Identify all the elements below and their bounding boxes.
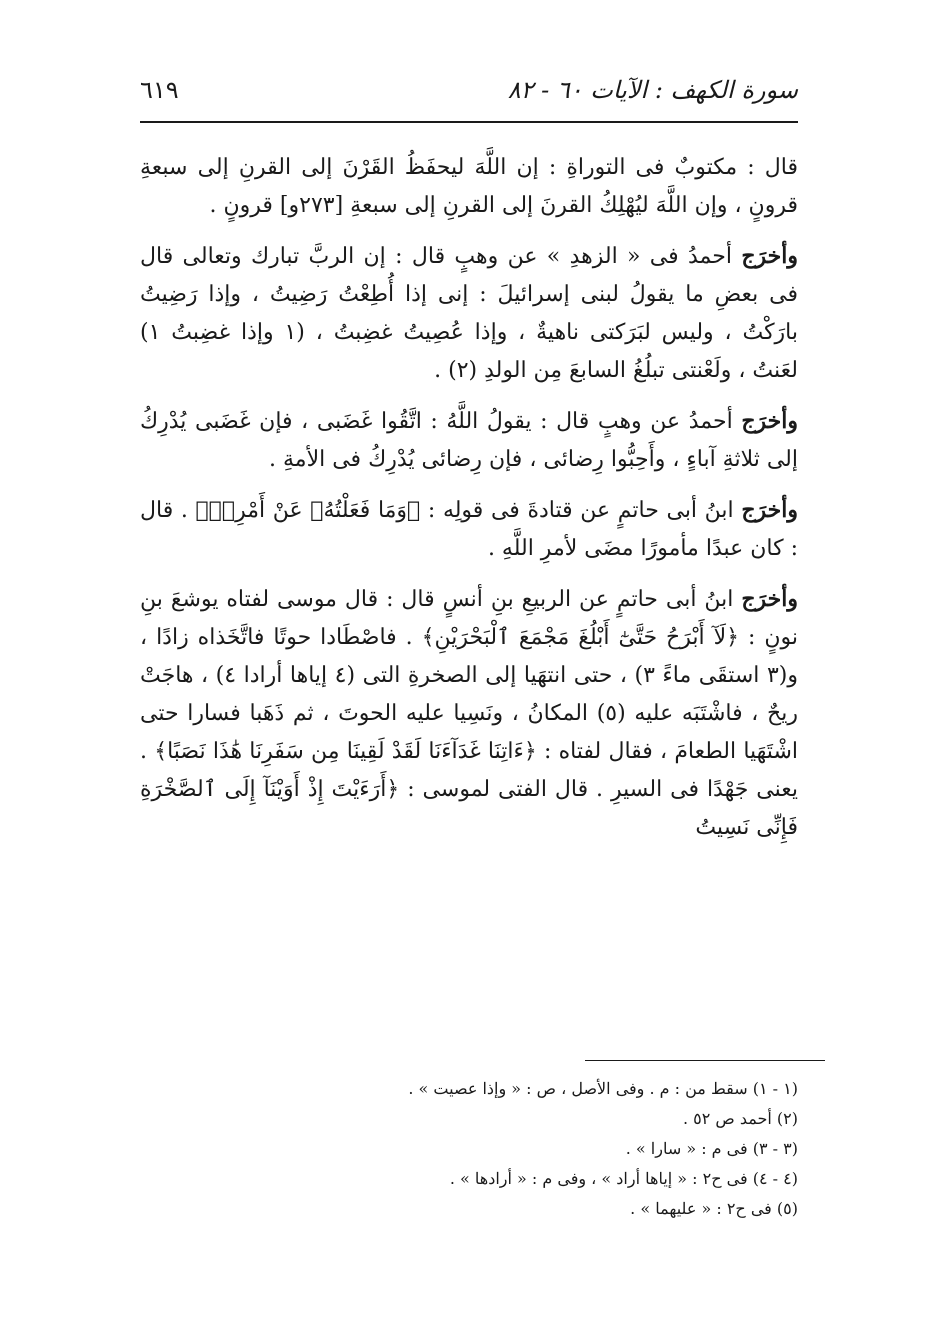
surah-title: سورة الكهف : الآيات ٦٠ - ٨٢ bbox=[507, 76, 798, 104]
paragraph-lead: وأخرَج bbox=[741, 243, 798, 269]
paragraph-text: أحمدُ فى « الزهدِ » عن وهبٍ قال : إن الربَّ تبارك وتعالى قال فى بعضِ ما يقولُ لبنى إسرائيلَ : إنى إذا أُطِعْتُ رَضِيتُ ، وإذا رَضِيتُ بارَكْتُ ، وليس لبَرَكتى ناهيةٌ ، وإذا عُصِيتُ غضِبتُ ، (١ وإذا غضِبتُ ١) لعَنتُ ، ولَعْنتى تبلُغُ السابعَ مِن الولدِ (٢) . bbox=[140, 244, 798, 383]
footnote-1: (١ - ١) سقط من : م . وفى الأصل ، ص : « وإذا عصيت » . bbox=[408, 1079, 798, 1098]
footnote-4: (٤ - ٤) فى ح٢ : « إياها أراد » ، وفى م : « أرادها » . bbox=[449, 1169, 798, 1188]
footnote-5: (٥) فى ح٢ : « عليهما » . bbox=[630, 1199, 798, 1218]
paragraph-text: قال : مكتوبٌ فى التوراةِ : إن اللَّهَ ليحفَظُ القَرْنَ إلى القرنِ إلى سبعةِ قرونٍ ، وإن اللَّهَ ليُهْلِكُ القرنَ إلى القرنِ إلى سبعةِ [٢٧٣و] قرونٍ . bbox=[140, 155, 798, 218]
footnotes bbox=[140, 1074, 798, 1224]
paragraph-3 bbox=[140, 402, 798, 479]
page-number: ٦١٩ bbox=[140, 76, 179, 104]
paragraph-lead: وأخرَج bbox=[741, 497, 798, 523]
paragraph-lead: وأخرَج bbox=[741, 408, 798, 434]
paragraph-text: أحمدُ عن وهبٍ قال : يقولُ اللَّهُ : اتَّقُوا غَضَبى ، فإن غَضَبى يُدْرِكُ إلى ثلاثةِ آباءٍ ، وأَحِبُّوا رِضائى ، فإن رِضائى يُدْرِكُ فى الأمةِ . bbox=[140, 409, 798, 472]
paragraph-text: ابنُ أبى حاتمٍ عن قتادةَ فى قولِه : ﴿وَمَا فَعَلْتُهُۥ عَنْ أَمْرِىۚ﴾ . قال : كان عبدًا مأمورًا مضَى لأمرِ اللَّهِ . bbox=[140, 498, 798, 561]
paragraph-1 bbox=[140, 148, 798, 225]
footnote-3: (٣ - ٣) فى م : « سارا » . bbox=[625, 1139, 798, 1158]
footnote-2: (٢) أحمد ص ٥٢ . bbox=[682, 1109, 798, 1128]
paragraph-2 bbox=[140, 237, 798, 390]
paragraph-lead: وأخرَج bbox=[741, 586, 798, 612]
paragraph-4 bbox=[140, 491, 798, 568]
main-text bbox=[140, 148, 798, 859]
running-header bbox=[140, 72, 798, 116]
paragraph-text: ابنُ أبى حاتمٍ عن الربيعِ بنِ أنسٍ قال : قال موسى لفتاه يوشعَ بنِ نونٍ : ﴿لَآ أَبْرَحُ حَتَّىٰٓ أَبْلُغَ مَجْمَعَ ٱلْبَحْرَيْنِ﴾ . فاصْطَادا حوتًا فاتَّخَذاه زادًا ، و(٣ استقَى ماءً ٣) ، حتى انتهَيا إلى الصخرةِ التى (٤ إياها أرادا ٤) ، هاجَتْ ريحٌ ، فاشْتَبَه عليه (٥) المكانُ ، ونَسِيا عليه الحوتَ ، ثم ذَهَبا فسارا حتى اشْتَهَيا الطعامَ ، فقال لفتاه : ﴿ءَاتِنَا غَدَآءَنَا لَقَدْ لَقِينَا مِن سَفَرِنَا هَٰذَا نَصَبًا﴾ . يعنى جَهْدًا فى السيرِ . قال الفتى لموسى : ﴿أَرَءَيْتَ إِذْ أَوَيْنَآ إِلَى ٱلصَّخْرَةِ فَإِنِّى نَسِيتُ bbox=[140, 587, 798, 840]
header-rule bbox=[140, 121, 798, 123]
paragraph-5 bbox=[140, 580, 798, 847]
footnote-rule bbox=[585, 1060, 825, 1061]
